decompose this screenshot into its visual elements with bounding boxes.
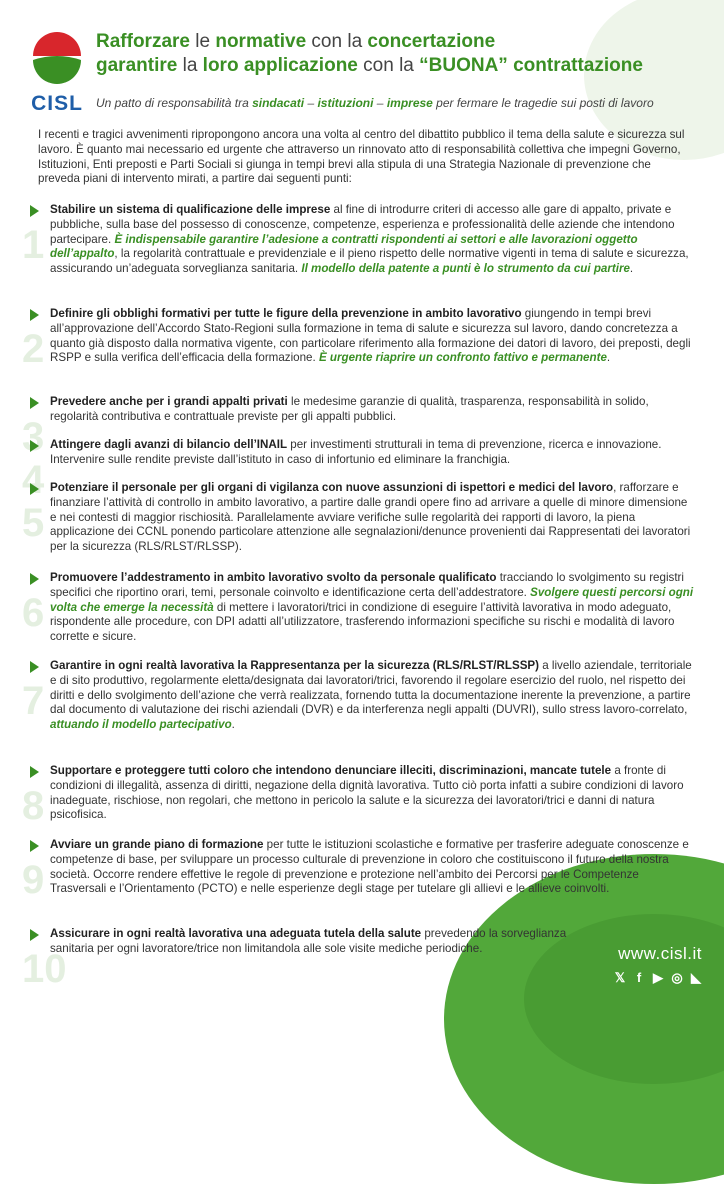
point-text: Avviare un grande piano di formazione per tutte le istituzioni scolastiche e formative per trasferire adeguate conoscenze e competenze di base, per sviluppare un processo culturale di prevenzione in coloro che costituiscono il futuro della nostra società. Occorre rendere effettive le regole di prevenzione e protezione nell’ambito dei Percorsi per le Competenze Trasversali e l’Orientamento (PCTO) e nelle esperienze degli stage per tutelare gli allievi e le allieve coinvolti. (50, 838, 689, 896)
cisl-emblem-icon (29, 30, 85, 86)
point-number: 4 (22, 458, 45, 502)
social-links (614, 970, 702, 986)
arrow-bullet-icon (30, 929, 39, 941)
rss-icon[interactable]: ◣ (691, 970, 701, 985)
arrow-bullet-icon (30, 440, 39, 452)
youtube-icon[interactable]: ▶ (653, 970, 663, 985)
point-number: 6 (22, 591, 45, 635)
point-number: 9 (22, 858, 45, 902)
point-5 (22, 481, 694, 555)
point-7 (22, 659, 694, 733)
instagram-icon[interactable]: ◎ (671, 970, 683, 985)
point-text: Supportare e proteggere tutti coloro che intendono denunciare illeciti, discriminazioni, mancate tutele a fronte di condizioni di illegalità, assenza di diritti, negazione della dignità lavorativa. Tutto ciò porta infatti a subire condizioni di lavoro inadeguate, rischiose, non regolari, che mettono in pericolo la salute e la sicurezza dei lavoratori/trici e danni di natura psicofisica. (50, 764, 684, 822)
point-2 (22, 307, 694, 371)
point-6 (22, 571, 694, 645)
intro-paragraph: I recenti e tragici avvenimenti ripropongono ancora una volta al centro del dibattito pubblico il tema della salute e sicurezza sul lavoro. È quanto mai necessario ed urgente che attraverso un rinnovato atto di responsabilità collettiva che impegni Governo, Istituzioni, Enti preposti e Parti Sociali si giunga in tempi brevi alla stipula di una Strategia Nazionale di prevenzione che preveda piani di intervento mirati, a partire dai seguenti punti: (38, 128, 685, 186)
point-text: Assicurare in ogni realtà lavorativa una adeguata tutela della salute prevedendo la sorveglianza sanitaria per ogni lavoratore/trice non limitandola alle sole visite mediche periodiche. (50, 927, 567, 955)
facebook-icon[interactable]: f (636, 970, 642, 985)
arrow-bullet-icon (30, 397, 39, 409)
point-number: 3 (22, 415, 45, 459)
subtitle: Un patto di responsabilità tra sindacati – istituzioni – imprese per fermare le tragedie sui posti di lavoro (96, 96, 654, 110)
arrow-bullet-icon (30, 205, 39, 217)
arrow-bullet-icon (30, 573, 39, 585)
footer (614, 944, 702, 986)
point-number: 5 (22, 501, 45, 545)
point-text: Stabilire un sistema di qualificazione delle imprese al fine di introdurre criteri di accesso alle gare di appalto, private e pubbliche, sulla base del possesso di conoscenze, competenze, esperienza e professionalità delle aziende che intendono partecipare. È indispensabile garantire l’adesione a contratti rispondenti ai settori e alle lavorazioni oggetto dell’appalto, la regolarità contrattuale e previdenziale e il pieno rispetto delle normative vigenti in tema di salute e sicurezza, assicurando un’adeguata sorveglianza sanitaria. Il modello della patente a punti è lo strumento da cui partire. (50, 203, 689, 276)
point-number: 10 (22, 947, 67, 991)
point-number: 7 (22, 679, 45, 723)
point-9 (22, 838, 694, 902)
point-10 (22, 927, 570, 991)
arrow-bullet-icon (30, 661, 39, 673)
point-number: 2 (22, 327, 45, 371)
point-number: 1 (22, 223, 45, 267)
headline (96, 30, 706, 78)
arrow-bullet-icon (30, 766, 39, 778)
point-text: Attingere dagli avanzi di bilancio dell’INAIL per investimenti strutturali in tema di prevenzione, ricerca e innovazione. Intervenire sulle rendite previste dall’istituto in caso di infortunio ed eliminare la franchigia. (50, 438, 662, 466)
point-4 (22, 438, 694, 502)
arrow-bullet-icon (30, 840, 39, 852)
point-text: Prevedere anche per i grandi appalti privati le medesime garanzie di qualità, trasparenza, responsabilità in solido, regolarità contributiva e contrattuale previste per gli appalti pubblici. (50, 395, 649, 423)
logo-text: CISL (31, 92, 83, 115)
headline-line-2: garantire la loro applicazione con la “BUONA” contrattazione (96, 55, 643, 76)
website-link[interactable]: www.cisl.it (618, 944, 702, 963)
point-1 (22, 203, 694, 277)
cisl-logo[interactable] (26, 30, 88, 115)
point-text: Promuovere l’addestramento in ambito lavorativo svolto da personale qualificato tracciando lo svolgimento su registri specifici che riportino orari, temi, personale coinvolto e identificazione certa dell’addestratore. Svolgere questi percorsi ogni volta che emerge la necessità di mettere i lavoratori/trici in condizione di eseguire l’attività lavorativa in modo adeguato, rispondente alle procedure, con DPI adatti all’utilizzatore, trasferendo informazioni specifiche su rischi e modalità di lavoro corrette e sicure. (50, 571, 694, 644)
point-8 (22, 764, 694, 828)
point-text: Garantire in ogni realtà lavorativa la Rappresentanza per la sicurezza (RLS/RLST/RLSSP) a livello aziendale, territoriale e di sito produttivo, regolarmente eletta/designata dai lavoratori/trici, favorendo il regolare esercizio del ruolo, nel rispetto dei diritti e dello svolgimento dell’azione che verrà realizzata, fornendo tutta la documentazione inerente la prevenzione, a partire dal documento di valutazione dei rischi aziendali (DVR) e da interferenza negli appalti (DUVRI), sullo stress lavoro-correlato, attuando il modello partecipativo. (50, 659, 692, 732)
x-icon[interactable]: 𝕏 (614, 970, 626, 985)
arrow-bullet-icon (30, 483, 39, 495)
point-text: Potenziare il personale per gli organi di vigilanza con nuove assunzioni di ispettori e medici del lavoro, rafforzare e finanziare l’attività di controllo in ambito lavorativo, a partire dalle grandi opere fino ad arrivare a quelle di minore dimensione e nei contesti di maggior rischiosità. Parallelamente avviare verifiche sulle regolarità dei rapporti di lavoro, la piena applicazione dei CCNL ponendo particolare attenzione alle segnalazioni/denunce provenienti dai Rappresentati dei lavoratori per la sicurezza (RLS/RLST/RLSSP). (50, 481, 691, 554)
point-number: 8 (22, 784, 45, 828)
headline-line-1: Rafforzare le normative con la concertazione (96, 31, 496, 52)
point-text: Definire gli obblighi formativi per tutte le figure della prevenzione in ambito lavorativo giungendo in tempi brevi all’approvazione dell’Accordo Stato-Regioni sulla formazione in tema di salute e sicurezza sul lavoro, dando concretezza a quanto già disposto dalla normativa vigente, con particolare riferimento alla formazione dei datori di lavoro, dei preposti, degli RSPP e sulla verifica dell’efficacia della formazione. È urgente riaprire un confronto fattivo e permanente. (50, 307, 691, 365)
arrow-bullet-icon (30, 309, 39, 321)
